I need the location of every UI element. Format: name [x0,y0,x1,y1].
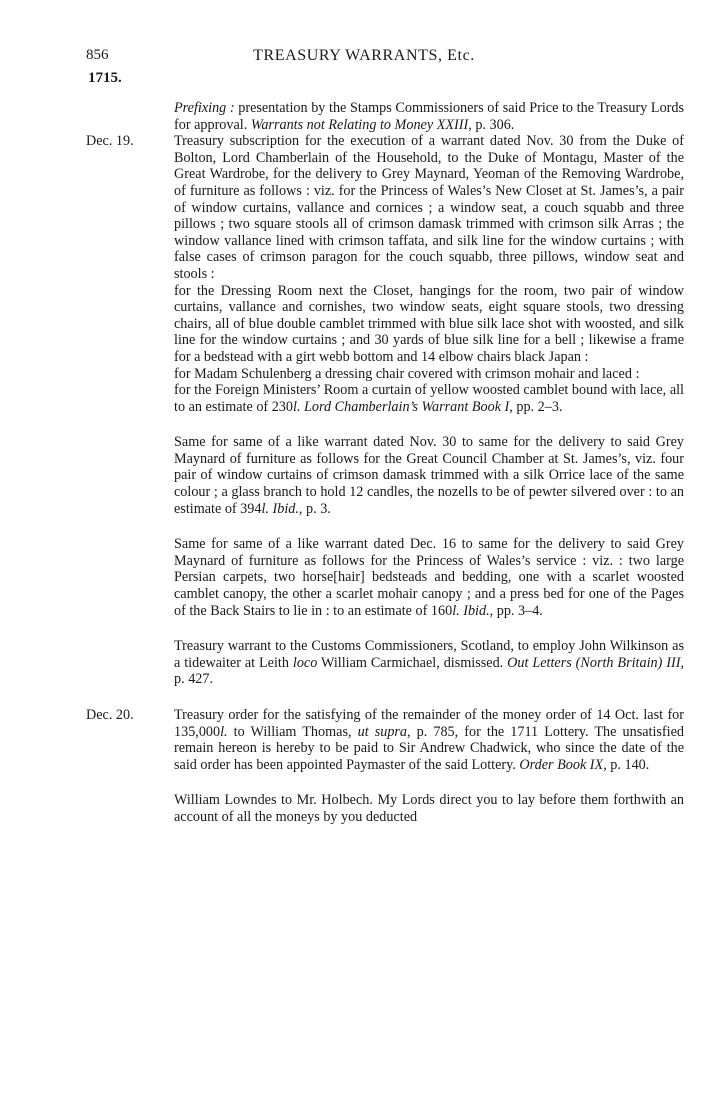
text-segment: Same for same of a like warrant dated Dec. 16 to same for the delivery to said Grey Maynard of furniture as follows for the Princess of Wales’s service : viz. : two large Persian carpets, two horse[hair] bedsteads and bedding, one with a scarlet woosted camblet canopy, the other a scarlet mohair canopy ; and a press bed for one of the Pages of the Back Stairs to lie in : to an estimate of 160 [174,536,684,619]
text-segment: , p. 3. [298,500,331,517]
text-segment: Same for same of a like warrant dated Nov. 30 to same for the delivery to said Grey Maynard of furniture as follows for the Great Council Chamber at St. James’s, viz. four pair of window curtains of crimson damask trimmed with a silk Orrice lace of the same colour ; a glass branch to hold 12 candles, the nozells to be of pewter silvered over : to an estimate of 394 [174,434,684,517]
entry [174,536,684,619]
paragraph [174,434,684,517]
paragraph [174,100,684,133]
entry [86,133,684,415]
text-segment: , p. 140. [603,756,650,773]
italic-text: Warrants not Relating to Money XXIII [250,116,469,133]
paragraph [174,366,684,383]
text-segment: Treasury warrant to the Customs Commissioners, Scotland, to employ John Wilkinson as a tidewaiter at Leith [174,638,684,671]
italic-text: l. [452,602,460,619]
running-head: TREASURY WARRANTS, Etc. [253,47,475,64]
text-segment: , pp. 2–3. [509,398,563,415]
paragraph [174,283,684,366]
italic-text: l. [261,500,269,517]
paragraph [174,792,684,825]
text-segment: for the Dressing Room next the Closet, hangings for the room, two pair of window curtains, vallance and cornishes, two window seats, eight square stools, two dressing chairs, all of blue double camblet trimmed with blue silk lace shot with woosted, and silk line for the window curtains ; and 30 yards of blue silk line for a bell ; likewise a frame for a bedstead with a girt webb bottom and 14 elbow chairs black Japan : [174,282,684,365]
italic-text: Out Letters (North Britain) III [507,654,681,671]
italic-text: loco [292,654,318,671]
entry [174,100,684,133]
text-segment: William Lowndes to Mr. Holbech. My Lords direct you to lay before them forthwith an account of all the moneys by you deducted [174,792,684,825]
entry [174,638,684,688]
entry-date: Dec. 20. [86,707,134,723]
entry [174,792,684,825]
document-body [86,100,684,826]
text-segment: for the Foreign Ministers’ Room a curtain of yellow woosted camblet bound with lace, all to an estimate of 230 [174,382,684,415]
paragraph [174,707,684,773]
entry [86,707,684,773]
text-segment: , p. 785, for the 1711 Lottery. The unsatisfied remain hereon is hereby to be paid to Sir Andrew Chadwick, who since the date of the said order has been appointed Paymaster of the said Lottery. [174,723,684,773]
italic-text: Lord Chamberlain’s Warrant Book I [304,398,510,415]
text-segment: , p. 306. [468,116,515,133]
text-segment: William Carmichael, dismissed. [317,654,508,671]
text-segment: Treasury subscription for the execution of a warrant dated Nov. 30 from the Duke of Bolton, Lord Chamberlain of the Household, to the Duke of Montagu, Master of the Great Wardrobe, for the delivery to Grey Maynard, Yeoman of the Removing Wardrobe, of furniture as follows : viz. for the Princess of Wales’s New Closet at St. James’s, a pair of window curtains, vallance and cornices ; a window seat, a couch squabb and three pillows ; two square stools all of crimson damask trimmed with crimson silk Arras ; the window vallance lined with crimson taffata, and silk line for the window curtains ; with false cases of crimson paragon for the couch squabb, three pillows, window seat and stools : [174,133,684,282]
text-segment: presentation by the Stamps Commissioners of said Price to the Treasury Lords for approval. [174,100,684,133]
entry [174,434,684,517]
italic-text: Ibid. [272,500,299,517]
italic-text: ut supra [357,723,408,740]
italic-text: Order Book IX [519,756,604,773]
page-header [0,47,728,69]
text-segment: to William Thomas, [227,723,358,740]
page-number: 856 [86,47,109,63]
italic-text: l. [220,723,228,740]
italic-text: Ibid. [463,602,490,619]
italic-text: Prefixing : [174,100,235,116]
text-segment: for Madam Schulenberg a dressing chair covered with crimson mohair and laced : [174,365,640,382]
text-segment: Treasury order for the satisfying of the remainder of the money order of 14 Oct. last for 135,000 [174,707,684,740]
italic-text: l. [293,398,301,415]
paragraph [174,133,684,282]
paragraph [174,638,684,688]
year-marker: 1715. [88,70,122,86]
paragraph [174,536,684,619]
text-segment: , p. 427. [174,654,684,688]
paragraph [174,382,684,415]
text-segment: , pp. 3–4. [489,602,543,619]
entry-date: Dec. 19. [86,133,134,150]
